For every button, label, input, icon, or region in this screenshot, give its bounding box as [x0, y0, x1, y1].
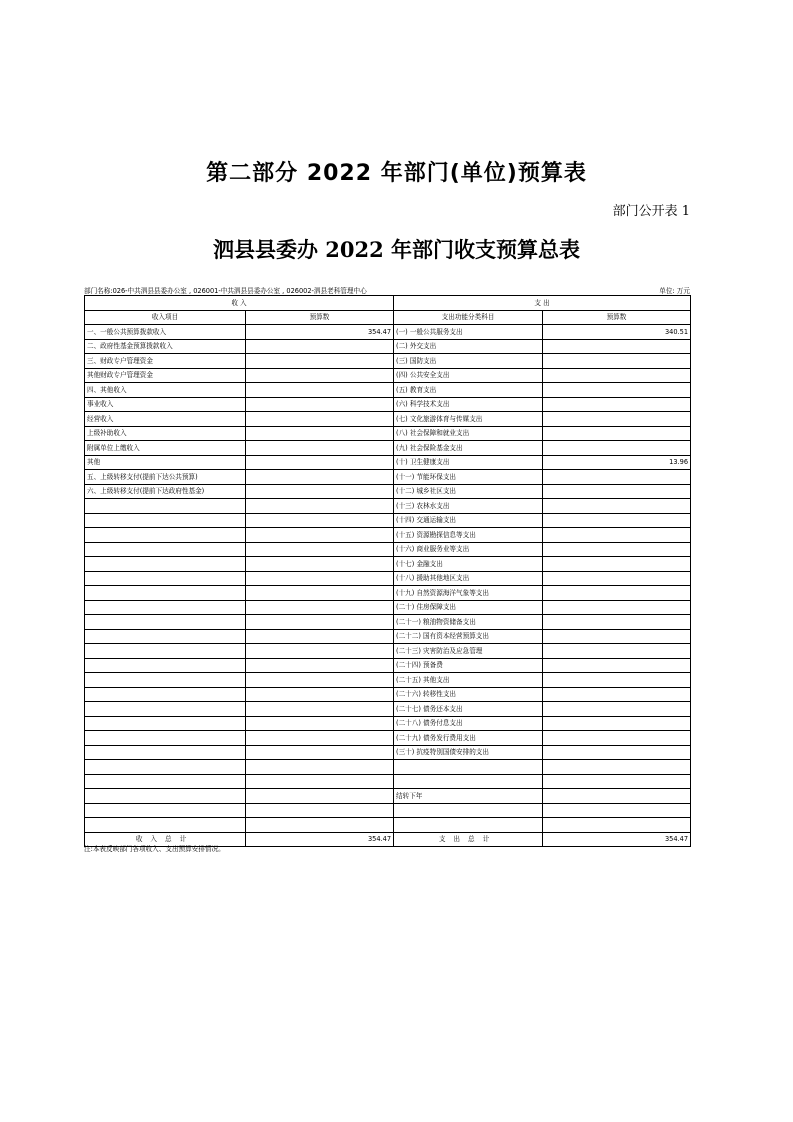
income-total-label: 收入总计: [85, 832, 246, 847]
income-amount-cell: [246, 818, 394, 833]
expense-item-cell: (四) 公共安全支出: [394, 368, 543, 383]
income-item-cell: [85, 513, 246, 528]
income-item-cell: [85, 629, 246, 644]
income-amount-cell: [246, 354, 394, 369]
expense-item-cell: (二十三) 灾害防治及应急管理: [394, 644, 543, 659]
expense-item-cell: (十六) 商业服务业等支出: [394, 542, 543, 557]
table-row: [85, 716, 691, 731]
expense-item-cell: (二十九) 债务发行费用支出: [394, 731, 543, 746]
expense-amount-cell: [543, 687, 691, 702]
income-group-header: 收 入: [85, 296, 394, 311]
table-row: [85, 542, 691, 557]
table-row: [85, 615, 691, 630]
table-row: [85, 774, 691, 789]
income-amount-cell: 354.47: [246, 325, 394, 340]
expense-amount-cell: [543, 673, 691, 688]
income-amount-cell: [246, 513, 394, 528]
expense-item-cell: (十四) 交通运输支出: [394, 513, 543, 528]
income-amount-cell: [246, 528, 394, 543]
expense-item-cell: 结转下年: [394, 789, 543, 804]
expense-item-cell: (一) 一般公共服务支出: [394, 325, 543, 340]
expense-item-header: 支出功能分类科目: [394, 310, 543, 325]
expense-amount-cell: [543, 557, 691, 572]
income-item-cell: [85, 571, 246, 586]
expense-item-cell: (二十二) 国有资本经营预算支出: [394, 629, 543, 644]
income-item-cell: 经营收入: [85, 412, 246, 427]
expense-amount-cell: [543, 789, 691, 804]
expense-amount-cell: [543, 499, 691, 514]
table-row: [85, 513, 691, 528]
table-row: [85, 499, 691, 514]
income-item-cell: 六、上级转移支付(提前下达政府性基金): [85, 484, 246, 499]
budget-table: [84, 295, 691, 847]
expense-amount-cell: [543, 731, 691, 746]
expense-amount-cell: [543, 470, 691, 485]
income-amount-cell: [246, 745, 394, 760]
income-total-amount: 354.47: [246, 832, 394, 847]
income-item-cell: [85, 615, 246, 630]
expense-amount-cell: [543, 818, 691, 833]
expense-amount-cell: [543, 368, 691, 383]
income-amount-cell: [246, 441, 394, 456]
table-row: [85, 383, 691, 398]
income-amount-cell: [246, 644, 394, 659]
income-amount-cell: [246, 499, 394, 514]
table-row: [85, 557, 691, 572]
expense-amount-cell: [543, 702, 691, 717]
income-amount-cell: [246, 803, 394, 818]
expense-item-cell: (十五) 资源勘探信息等支出: [394, 528, 543, 543]
expense-item-cell: (六) 科学技术支出: [394, 397, 543, 412]
income-item-cell: 事业收入: [85, 397, 246, 412]
income-item-cell: [85, 542, 246, 557]
income-amount-cell: [246, 455, 394, 470]
table-row: [85, 441, 691, 456]
income-item-cell: [85, 499, 246, 514]
expense-item-cell: [394, 803, 543, 818]
income-item-cell: 五、上级转移支付(提前下达公共预算): [85, 470, 246, 485]
income-item-cell: [85, 803, 246, 818]
income-amount-cell: [246, 484, 394, 499]
expense-amount-cell: [543, 571, 691, 586]
expense-amount-cell: [543, 397, 691, 412]
income-item-cell: [85, 687, 246, 702]
table-row: [85, 412, 691, 427]
table-row: [85, 702, 691, 717]
expense-item-cell: (二十八) 债务付息支出: [394, 716, 543, 731]
expense-item-cell: [394, 774, 543, 789]
income-item-cell: 一、一般公共预算拨款收入: [85, 325, 246, 340]
income-item-cell: 其他: [85, 455, 246, 470]
table-row: [85, 789, 691, 804]
expense-item-cell: (十七) 金融支出: [394, 557, 543, 572]
table-row: [85, 484, 691, 499]
expense-amount-cell: [543, 412, 691, 427]
expense-item-cell: (十二) 城乡社区支出: [394, 484, 543, 499]
table-row: [85, 354, 691, 369]
expense-item-cell: [394, 760, 543, 775]
income-amount-cell: [246, 716, 394, 731]
expense-item-cell: [394, 818, 543, 833]
expense-amount-cell: [543, 354, 691, 369]
income-item-cell: 三、财政专户管理资金: [85, 354, 246, 369]
expense-amount-cell: 13.96: [543, 455, 691, 470]
income-item-cell: [85, 644, 246, 659]
income-item-cell: 上级补助收入: [85, 426, 246, 441]
table-row: [85, 803, 691, 818]
income-amount-cell: [246, 760, 394, 775]
table-row: [85, 687, 691, 702]
unit-label: 单位: 万元: [659, 287, 690, 295]
expense-amount-cell: [543, 542, 691, 557]
expense-amount-cell: [543, 528, 691, 543]
expense-item-cell: (二十五) 其他支出: [394, 673, 543, 688]
expense-item-cell: (二十一) 粮油物资储备支出: [394, 615, 543, 630]
expense-amount-cell: [543, 586, 691, 601]
expense-amount-cell: [543, 484, 691, 499]
income-amount-cell: [246, 789, 394, 804]
expense-amount-cell: [543, 803, 691, 818]
expense-amount-cell: [543, 615, 691, 630]
expense-item-cell: (二十六) 转移性支出: [394, 687, 543, 702]
expense-amount-cell: [543, 716, 691, 731]
income-amount-cell: [246, 426, 394, 441]
expense-item-cell: (十八) 援助其他地区支出: [394, 571, 543, 586]
table-row: [85, 644, 691, 659]
income-amount-cell: [246, 731, 394, 746]
income-item-cell: 二、政府性基金预算拨款收入: [85, 339, 246, 354]
income-amount-cell: [246, 600, 394, 615]
income-amount-cell: [246, 383, 394, 398]
expense-item-cell: (三十) 抗疫特别国债安排的支出: [394, 745, 543, 760]
income-item-cell: [85, 760, 246, 775]
income-item-cell: 附属单位上缴收入: [85, 441, 246, 456]
footnote: 注:本表反映部门各项收入、支出预算安排情况。: [84, 845, 225, 853]
income-amount-cell: [246, 557, 394, 572]
income-amount-cell: [246, 470, 394, 485]
table-row: [85, 600, 691, 615]
table-row: [85, 745, 691, 760]
income-item-header: 收入项目: [85, 310, 246, 325]
expense-item-cell: (三) 国防支出: [394, 354, 543, 369]
income-item-cell: [85, 818, 246, 833]
income-amount-cell: [246, 542, 394, 557]
expense-item-cell: (十三) 农林水支出: [394, 499, 543, 514]
table-row: [85, 339, 691, 354]
income-amount-cell: [246, 629, 394, 644]
expense-item-cell: (二) 外交支出: [394, 339, 543, 354]
expense-item-cell: (二十七) 债务还本支出: [394, 702, 543, 717]
income-item-cell: [85, 658, 246, 673]
table-row: [85, 818, 691, 833]
income-amount-cell: [246, 673, 394, 688]
table-row: [85, 629, 691, 644]
income-amount-cell: [246, 774, 394, 789]
expense-amount-cell: [543, 644, 691, 659]
income-item-cell: [85, 745, 246, 760]
column-header-row: [85, 310, 691, 325]
table-row: [85, 673, 691, 688]
income-item-cell: [85, 702, 246, 717]
expense-total-label: 支出总计: [394, 832, 543, 847]
table-row: [85, 760, 691, 775]
income-amount-cell: [246, 615, 394, 630]
expense-item-cell: (二十) 住房保障支出: [394, 600, 543, 615]
expense-amount-cell: [543, 760, 691, 775]
income-item-cell: [85, 673, 246, 688]
expense-amount-cell: [543, 629, 691, 644]
expense-amount-cell: [543, 774, 691, 789]
expense-amount-cell: [543, 426, 691, 441]
income-item-cell: [85, 716, 246, 731]
budget-table-body: [85, 296, 691, 847]
table-row: [85, 426, 691, 441]
income-item-cell: [85, 789, 246, 804]
expense-amount-cell: [543, 339, 691, 354]
table-row: [85, 470, 691, 485]
income-amount-cell: [246, 368, 394, 383]
expense-item-cell: (五) 教育支出: [394, 383, 543, 398]
expense-item-cell: (十) 卫生健康支出: [394, 455, 543, 470]
income-item-cell: [85, 774, 246, 789]
expense-amount-cell: [543, 600, 691, 615]
part-title: 第二部分 2022 年部门(单位)预算表: [206, 161, 587, 186]
income-item-cell: [85, 528, 246, 543]
department-line: 部门名称:026-中共泗县县委办公室 , 026001-中共泗县县委办公室 , 026002-泗县老科管理中心: [84, 287, 367, 295]
income-amount-cell: [246, 339, 394, 354]
table-row: [85, 528, 691, 543]
income-amount-cell: [246, 687, 394, 702]
expense-amount-header: 预算数: [543, 310, 691, 325]
expense-amount-cell: [543, 658, 691, 673]
table-number: 部门公开表 1: [612, 204, 690, 219]
expense-item-cell: (八) 社会保障和就业支出: [394, 426, 543, 441]
expense-amount-cell: [543, 383, 691, 398]
income-item-cell: [85, 586, 246, 601]
expense-item-cell: (十九) 自然资源海洋气象等支出: [394, 586, 543, 601]
income-item-cell: [85, 731, 246, 746]
group-header-row: [85, 296, 691, 311]
expense-amount-cell: [543, 441, 691, 456]
expense-item-cell: (二十四) 预备费: [394, 658, 543, 673]
expense-item-cell: (十一) 节能环保支出: [394, 470, 543, 485]
table-row: [85, 368, 691, 383]
expense-total-amount: 354.47: [543, 832, 691, 847]
expense-amount-cell: [543, 745, 691, 760]
expense-amount-cell: [543, 513, 691, 528]
table-row: [85, 571, 691, 586]
expense-amount-cell: 340.51: [543, 325, 691, 340]
income-amount-cell: [246, 397, 394, 412]
income-amount-cell: [246, 586, 394, 601]
table-row: [85, 325, 691, 340]
income-amount-cell: [246, 412, 394, 427]
income-item-cell: [85, 600, 246, 615]
income-item-cell: 其他财政专户管理资金: [85, 368, 246, 383]
income-amount-cell: [246, 571, 394, 586]
income-item-cell: [85, 557, 246, 572]
income-amount-header: 预算数: [246, 310, 394, 325]
income-amount-cell: [246, 702, 394, 717]
page-title: 泗县县委办 2022 年部门收支预算总表: [212, 237, 581, 262]
table-row: [85, 455, 691, 470]
table-row: [85, 658, 691, 673]
expense-item-cell: (七) 文化旅游体育与传媒支出: [394, 412, 543, 427]
table-row: [85, 731, 691, 746]
expense-item-cell: (九) 社会保险基金支出: [394, 441, 543, 456]
income-item-cell: 四、其他收入: [85, 383, 246, 398]
table-row: [85, 397, 691, 412]
expense-group-header: 支 出: [394, 296, 691, 311]
table-row: [85, 586, 691, 601]
income-amount-cell: [246, 658, 394, 673]
